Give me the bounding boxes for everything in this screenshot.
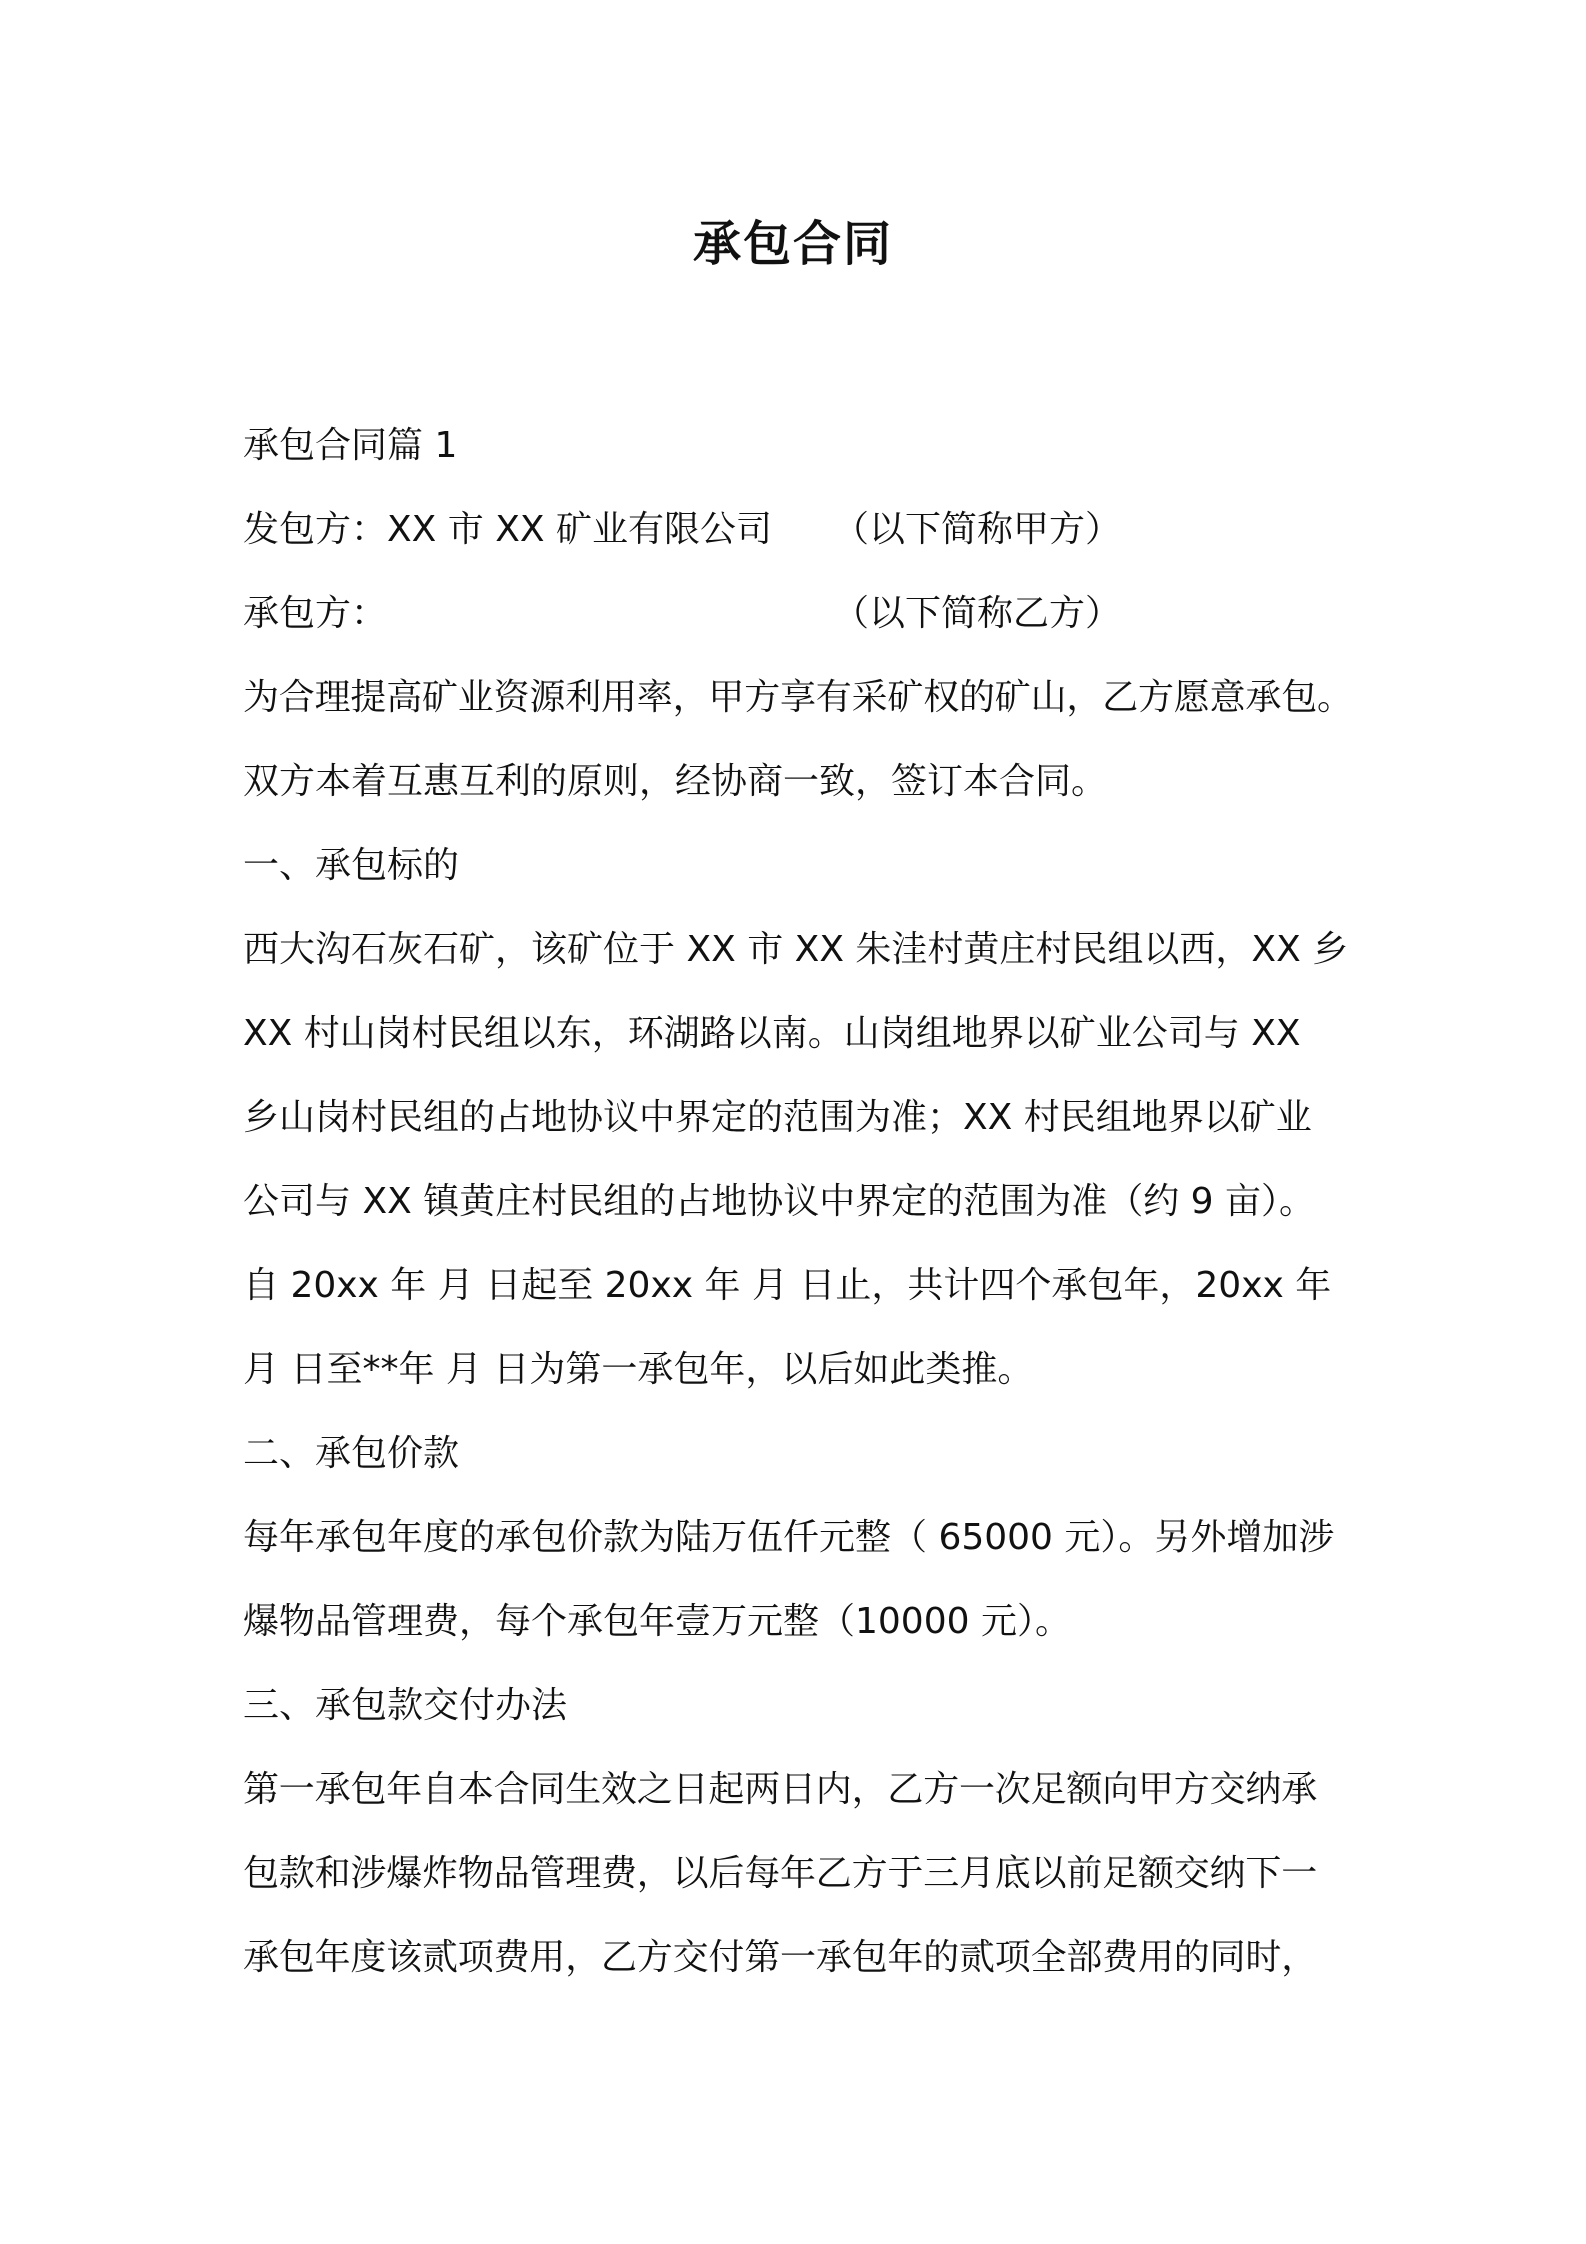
party-b-label: 承包方： bbox=[243, 593, 388, 634]
paragraph-line: 为合理提高矿业资源利用率，甲方享有采矿权的矿山，乙方愿意承包。 bbox=[243, 677, 1353, 718]
paragraph-line: 第一承包年自本合同生效之日起两日内，乙方一次足额向甲方交纳承 bbox=[243, 1769, 1318, 1810]
paragraph-line: 公司与 XX 镇黄庄村民组的占地协议中界定的范围为准（约 9 亩）。 bbox=[243, 1181, 1316, 1222]
paragraph-line: 自 20xx 年 月 日起至 20xx 年 月 日止，共计四个承包年，20xx 年 bbox=[243, 1265, 1332, 1306]
party-a-line bbox=[243, 488, 1363, 572]
party-b-line bbox=[243, 572, 1363, 656]
party-a-label: 发包方：XX 市 XX 矿业有限公司 bbox=[243, 509, 772, 550]
document-title: 承包合同 bbox=[692, 216, 893, 272]
document-body bbox=[243, 404, 1363, 2000]
paragraph-line: 爆物品管理费，每个承包年壹万元整（10000 元）。 bbox=[243, 1601, 1071, 1642]
paragraph-line: 西大沟石灰石矿，该矿位于 XX 市 XX 朱洼村黄庄村民组以西，XX 乡 bbox=[243, 929, 1349, 970]
clause-heading-price: 二、承包价款 bbox=[243, 1433, 460, 1474]
party-b-note: （以下简称乙方） bbox=[833, 593, 1122, 634]
paragraph-line: 乡山岗村民组的占地协议中界定的范围为准；XX 村民组地界以矿业 bbox=[243, 1097, 1312, 1138]
party-a-note: （以下简称甲方） bbox=[833, 509, 1122, 550]
paragraph-line: 包款和涉爆炸物品管理费，以后每年乙方于三月底以前足额交纳下一 bbox=[243, 1853, 1318, 1894]
paragraph-line: 月 日至**年 月 日为第一承包年，以后如此类推。 bbox=[243, 1349, 1034, 1390]
paragraph-line: XX 村山岗村民组以东，环湖路以南。山岗组地界以矿业公司与 XX bbox=[243, 1013, 1301, 1054]
paragraph-line: 承包年度该贰项费用，乙方交付第一承包年的贰项全部费用的同时， bbox=[243, 1937, 1318, 1978]
clause-heading-payment: 三、承包款交付办法 bbox=[243, 1685, 568, 1726]
paragraph-line: 每年承包年度的承包价款为陆万伍仟元整（ 65000 元）。另外增加涉 bbox=[243, 1517, 1335, 1558]
section-heading: 承包合同篇 1 bbox=[243, 425, 458, 466]
paragraph-line: 双方本着互惠互利的原则，经协商一致，签订本合同。 bbox=[243, 761, 1108, 802]
clause-heading-subject: 一、承包标的 bbox=[243, 845, 460, 886]
